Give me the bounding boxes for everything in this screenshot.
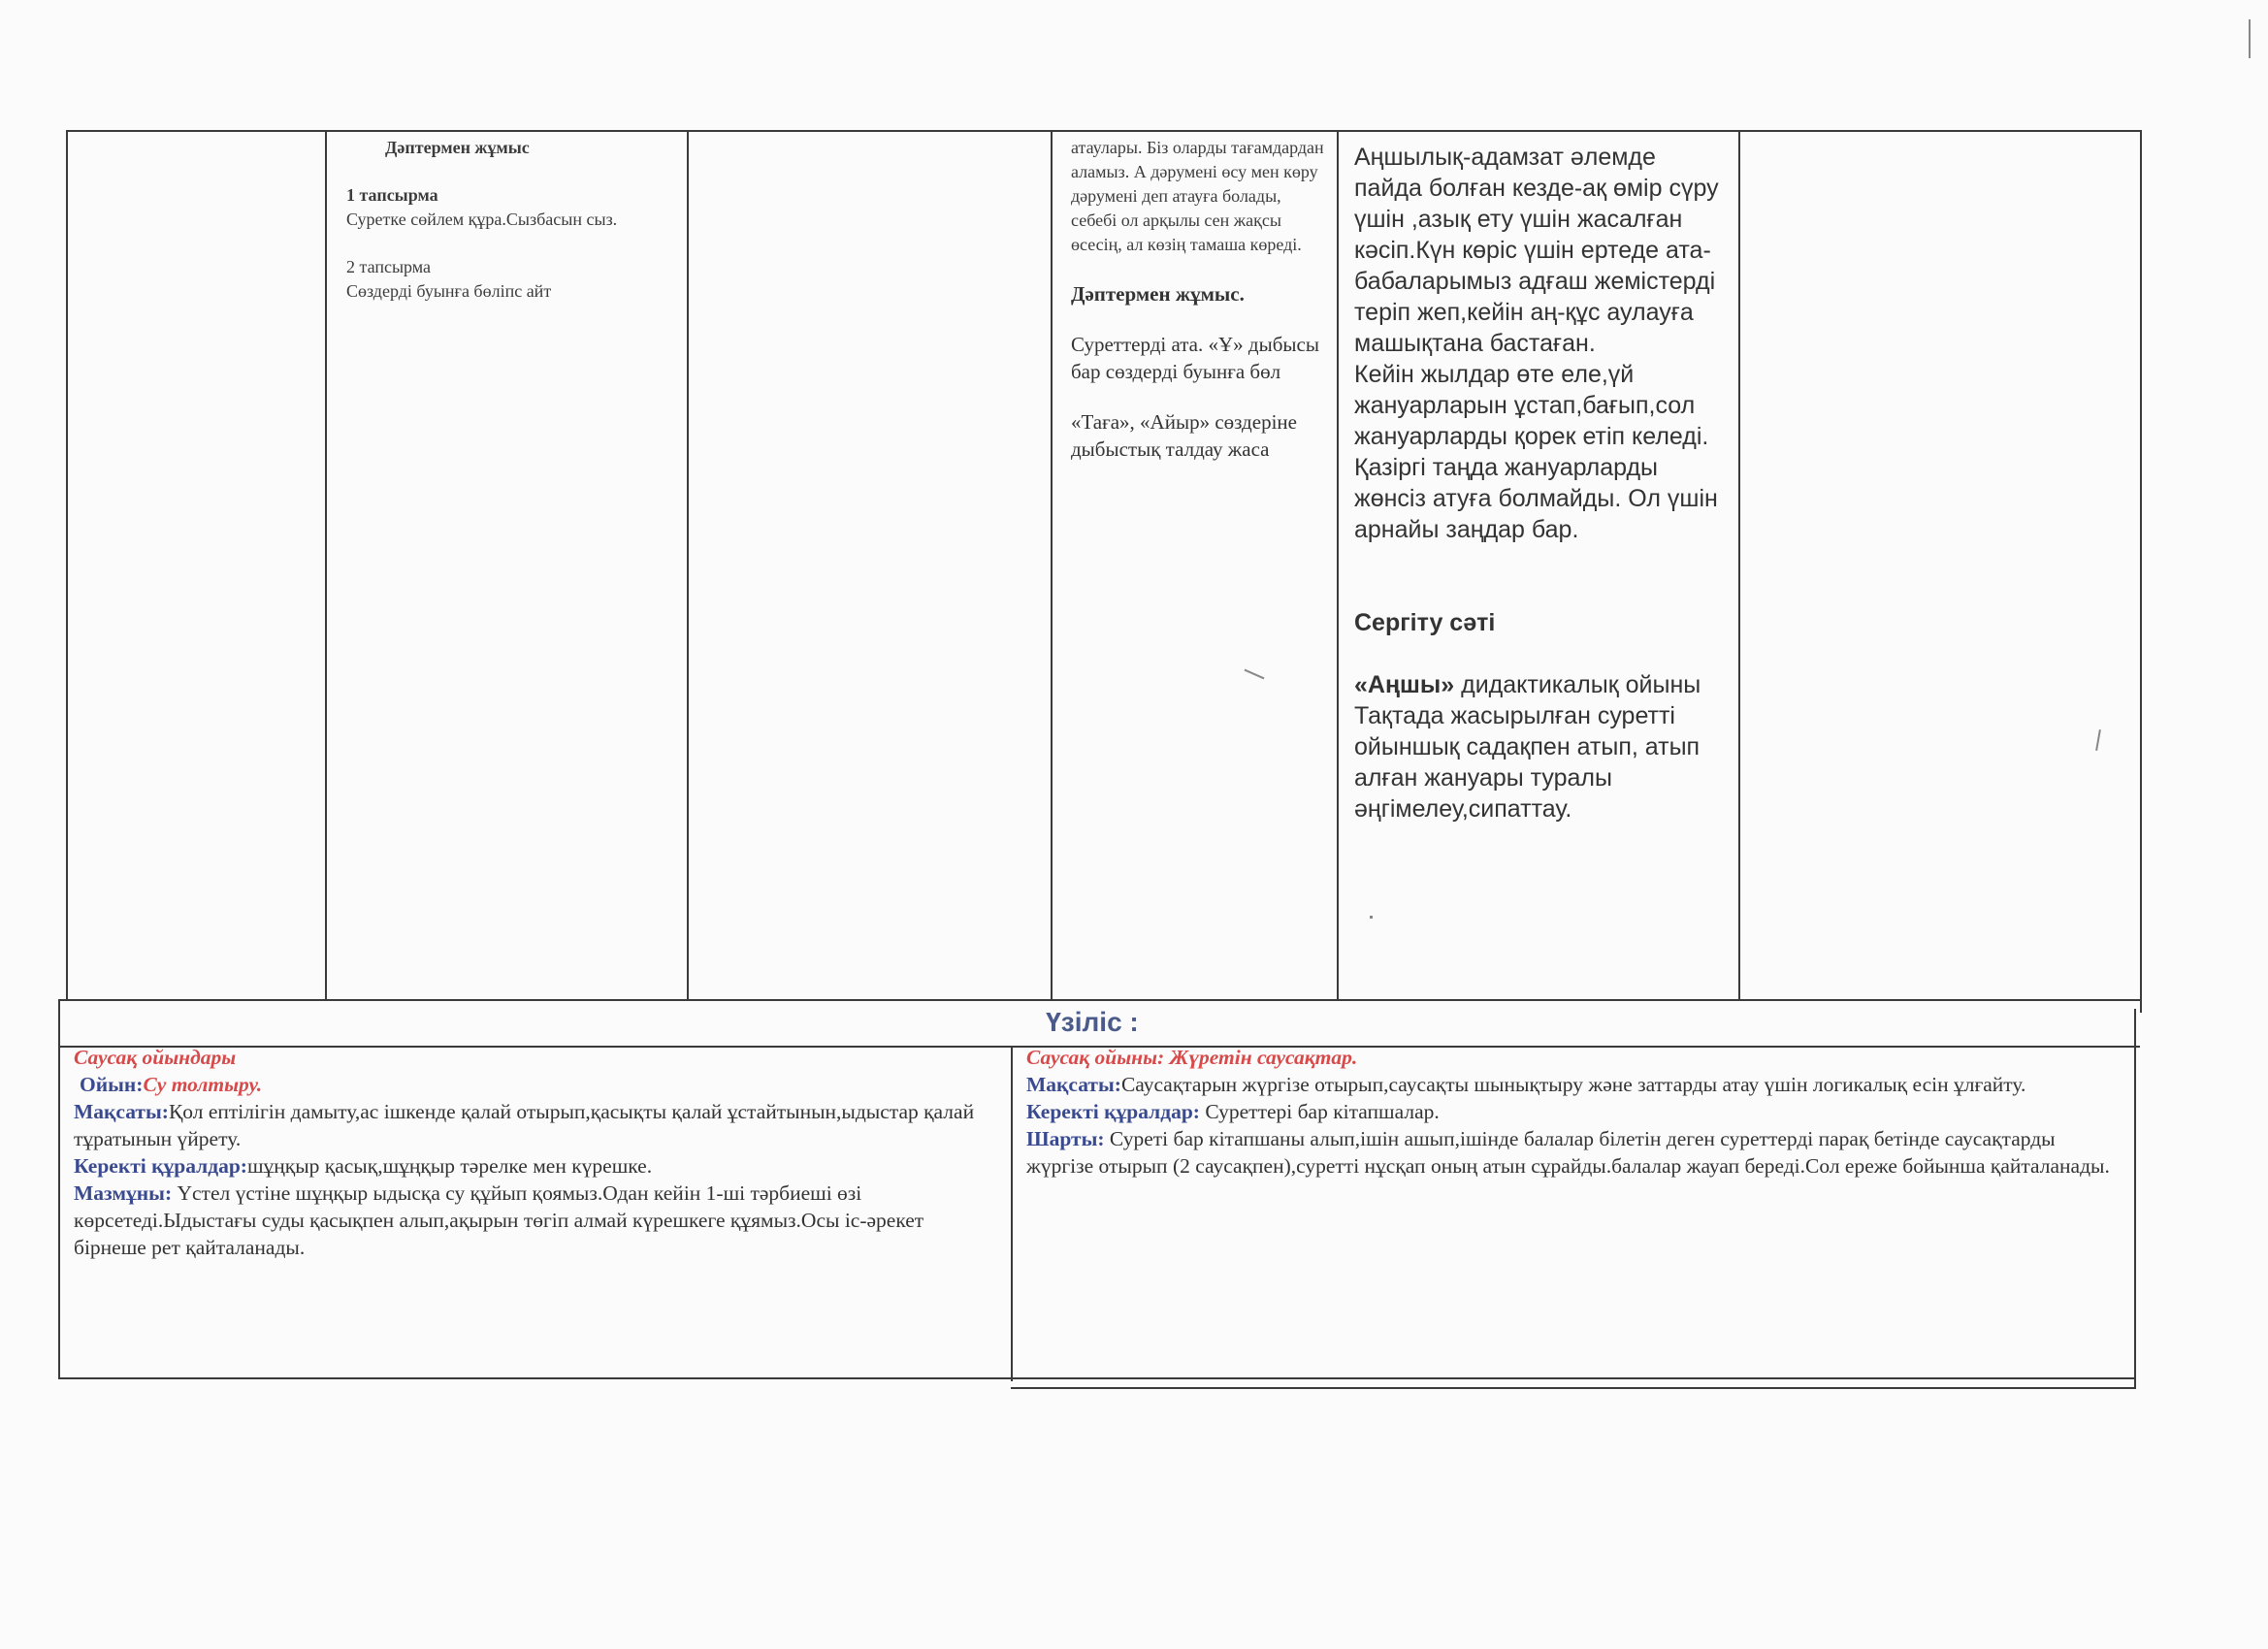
finger-games-title: Саусақ ойындары <box>74 1046 237 1069</box>
column-divider-5 <box>1738 130 1740 1001</box>
rule-text: Суреті бар кітапшаны алып,ішін ашып,ішінде балалар білетін деген суреттерді парақ бетінде саусақтарды жүргізе отырып (2 саусақпен),суретті нұсқап оның атын сұрайды.балалар жауап береді.Сол ереже бойынша қайталанады. <box>1026 1127 2110 1178</box>
goal-line <box>74 1098 1000 1152</box>
break-row-top <box>58 999 2142 1001</box>
scan-speck <box>1370 916 1373 919</box>
hunting-cell <box>1354 142 1728 824</box>
column-divider-2 <box>687 130 689 1001</box>
tools-line <box>74 1152 1000 1180</box>
rule-line <box>1026 1125 2127 1180</box>
goal-label: Мақсаты: <box>74 1100 169 1123</box>
content-text: Үстел үстіне шұңқыр ыдысқа су құйып қоямыз.Одан кейін 1-ші тәрбиеші өзі көрсетеді.Ыдыстағы суды қасықпен алып,ақырын төгіп алмай күрешкеге құямыз.Осы іс-әрекет бірнеше рет қайталанады. <box>74 1181 924 1259</box>
table-bottom-border <box>58 1377 2136 1379</box>
naming-task-text: Суреттерді ата. «Ұ» дыбысы бар сөздерді буынға бөл <box>1071 333 1319 383</box>
lesson-cell <box>1071 136 1325 463</box>
content-label: Мазмұны: <box>74 1181 173 1205</box>
hunting-history-text: Аңшылық-адамзат әлемде пайда болған кезде-ақ өмір сүру үшін ,азық ету үшін жасалған кәсіп.Күн көріс үшін ертеде ата-бабаларымыз адғаш жемістерді теріп жеп,кейін аң-құс аулауға машықтана бастаған. <box>1354 144 1719 357</box>
notebook-work-heading: Дәптермен жұмыс <box>385 138 530 157</box>
tools-label: Керекті құралдар: <box>74 1154 247 1178</box>
hunter-game-text <box>1354 669 1728 824</box>
task-1-title: 1 тапсырма <box>346 185 438 205</box>
task-cell <box>346 136 676 304</box>
table-left-border <box>66 130 68 1001</box>
content-line <box>74 1180 1000 1261</box>
table-right-border <box>2140 130 2142 1013</box>
vitamin-text: атаулары. Біз оларды тағамдардан аламыз. А дәрумені өсу мен көру дәрумені деп атауға болады, себебі ол арқылы сен жақсы өсесің, ал көзің тамаша көреді. <box>1071 138 1324 254</box>
walking-fingers-title: Саусақ ойыны: Жүретін саусақтар. <box>1026 1046 1358 1069</box>
spacer <box>1354 638 1728 669</box>
game-label: Ойын: <box>80 1073 144 1096</box>
hunter-game-description: дидактикалық ойыны Тақтада жасырылған суретті ойыншық садақпен атып, атып алған жануары туралы әңгімелеу,сипаттау. <box>1354 671 1701 823</box>
finger-games-right <box>1026 1044 2127 1180</box>
table-top-border <box>66 130 2142 132</box>
tools-text: шұңқыр қасық,шұңқыр тәрелке мен күрешке. <box>246 1154 653 1178</box>
goal-label: Мақсаты: <box>1026 1073 1121 1096</box>
break-row-left <box>58 999 60 1379</box>
goal-text: Саусақтарын жүргізе отырып,саусақты шынықтыру және заттарды атау үшін логикалық есін ұлғайту. <box>1120 1073 2026 1096</box>
game-line <box>80 1071 1000 1098</box>
goal-line <box>1026 1071 2127 1098</box>
spacer <box>1354 545 1728 607</box>
table-bottom-border-right <box>1011 1387 2136 1389</box>
tools-label: Керекті құралдар: <box>1026 1100 1200 1123</box>
finger-games-left <box>74 1044 1000 1261</box>
spacer <box>1071 385 1325 408</box>
bottom-row-divider <box>1011 1046 1013 1381</box>
game-name: Су толтыру. <box>143 1073 263 1096</box>
tools-line <box>1026 1098 2127 1125</box>
bottom-right-edge <box>2134 1009 2136 1389</box>
spacer <box>1071 307 1325 331</box>
goal-text: Қол ептілігін дамыту,ас ішкенде қалай отырып,қасықты қалай ұстайтынын,ыдыстар қалай тұратынын үйрету. <box>74 1100 975 1150</box>
notebook-work-heading: Дәптермен жұмыс. <box>1071 282 1245 306</box>
task-2-text: Сөздерді буынға бөліпс айт <box>346 281 552 301</box>
spacer <box>346 232 676 255</box>
column-divider-4 <box>1337 130 1339 1001</box>
hunting-today-text: Кейін жылдар өте еле,үй жануарларын ұстап,бағып,сол жануарларды қорек етіп келеді. Қазіргі таңда жануарларды жөнсіз атуға болмайды. Ол үшін арнайы заңдар бар. <box>1354 361 1718 543</box>
sound-analysis-text: «Таға», «Айыр» сөздеріне дыбыстық талдау жаса <box>1071 410 1297 461</box>
task-1-text: Суретке сөйлем құра.Сызбасын сыз. <box>346 210 618 229</box>
exercise-heading: Сергіту сәті <box>1354 609 1496 636</box>
spacer <box>346 160 676 183</box>
hunter-game-name: «Аңшы» <box>1354 671 1455 698</box>
tools-text: Суреттері бар кітапшалар. <box>1199 1100 1440 1123</box>
rule-label: Шарты: <box>1026 1127 1105 1150</box>
break-title: Үзіліс : <box>1046 1007 1139 1037</box>
task-2-title: 2 тапсырма <box>346 257 432 276</box>
column-divider-1 <box>325 130 327 1001</box>
scan-speck <box>2249 19 2251 58</box>
spacer <box>1071 257 1325 280</box>
column-divider-3 <box>1051 130 1053 1001</box>
